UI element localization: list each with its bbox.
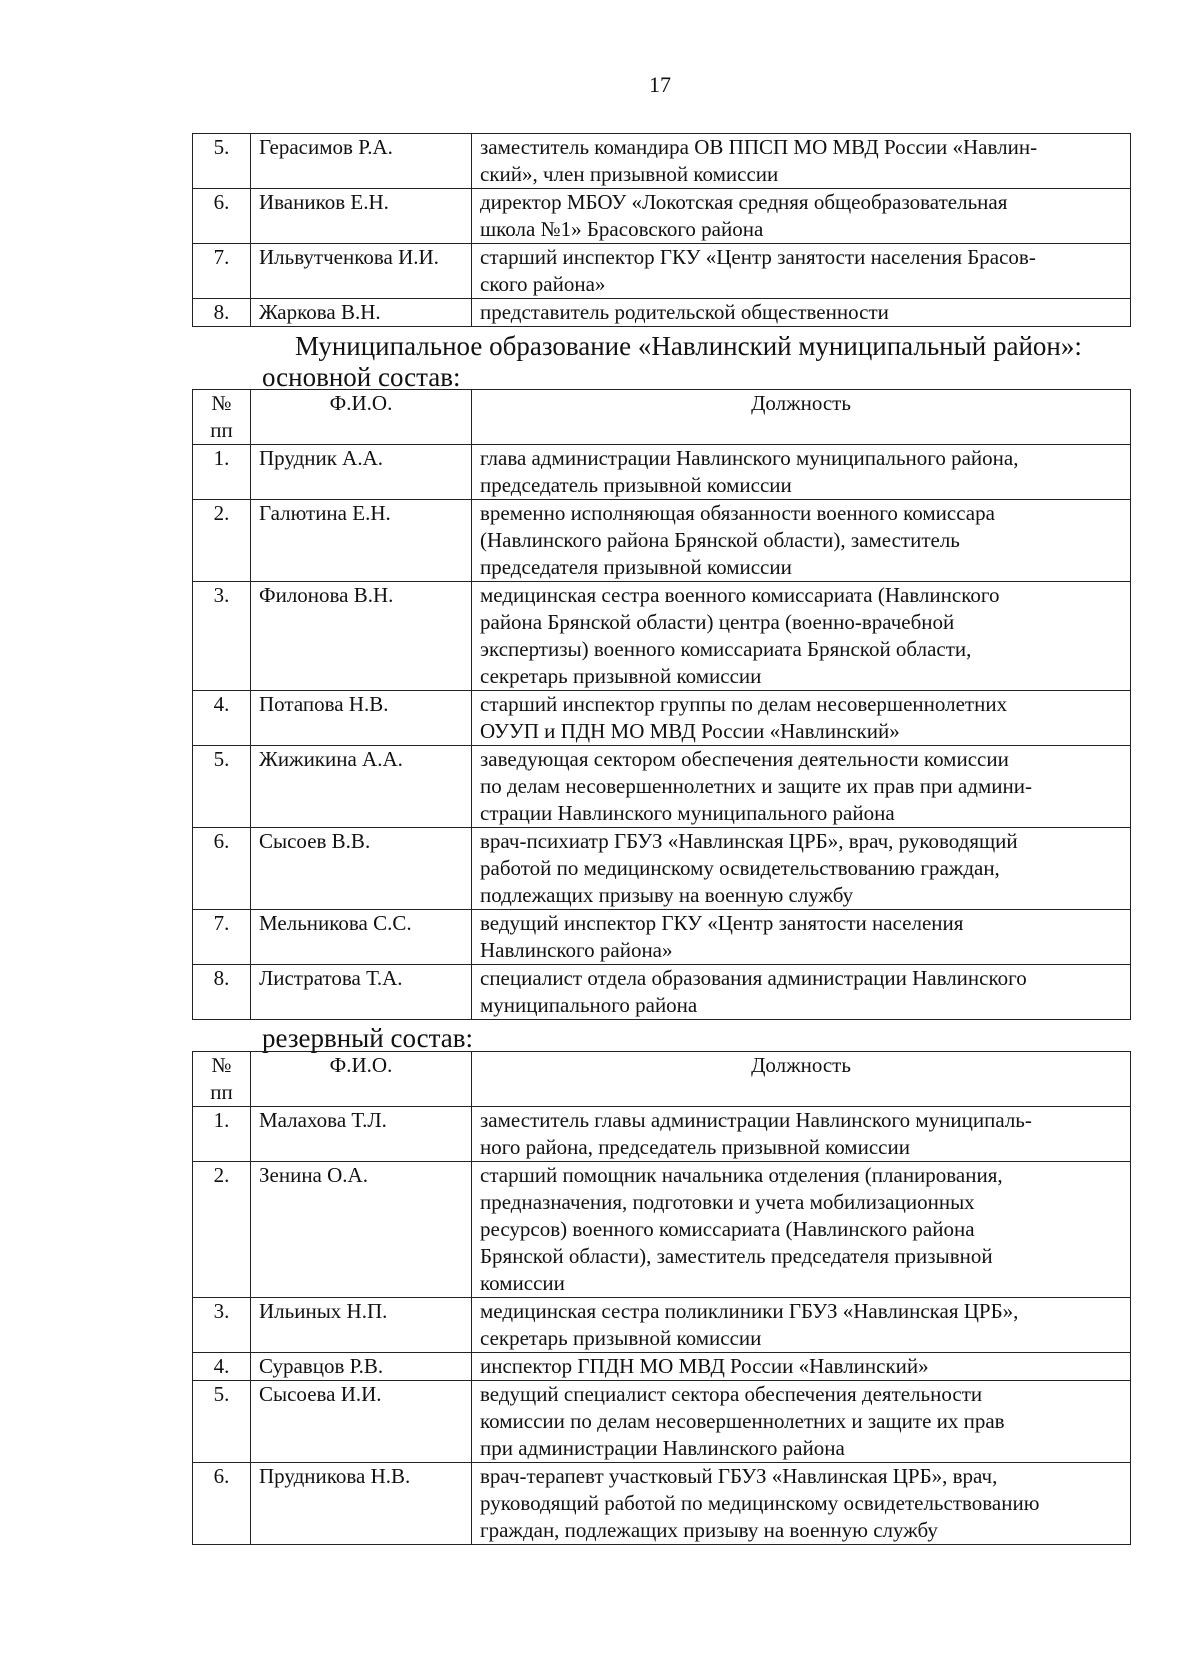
continued-table-body: [193, 134, 1131, 327]
table-row: [193, 299, 1131, 327]
row-number: 3.: [193, 582, 251, 691]
table-row: [193, 1298, 1131, 1353]
position-line: комиссии: [480, 1271, 565, 1295]
member-name: Малахова Т.Л.: [251, 1107, 472, 1162]
member-name: Ильиных Н.П.: [251, 1298, 472, 1353]
position-line: (Навлинского района Брянской области), заместитель: [480, 528, 960, 552]
position-line: ский», член призывной комиссии: [480, 162, 779, 186]
member-position: [472, 1353, 1131, 1381]
position-line: экспертизы) военного комиссариата Брянской области,: [480, 637, 972, 661]
continued-members-table: [192, 133, 1131, 327]
position-line: предназначения, подготовки и учета мобилизационных: [480, 1190, 975, 1214]
position-line: страции Навлинского муниципального района: [480, 801, 895, 825]
position-line: ОУУП и ПДН МО МВД России «Навлинский»: [480, 719, 900, 743]
member-name: Зенина О.А.: [251, 1162, 472, 1298]
section-title: Муниципальное образование «Навлинский муниципальный район»:: [295, 331, 1082, 361]
position-line: медицинская сестра военного комиссариата (Навлинского: [480, 583, 1000, 607]
member-position: [472, 1107, 1131, 1162]
position-line: директор МБОУ «Локотская средняя общеобразовательная: [480, 190, 1008, 214]
position-line: врач-психиатр ГБУЗ «Навлинская ЦРБ», врач, руководящий: [480, 829, 1018, 853]
row-number: 2.: [193, 1162, 251, 1298]
row-number: 6.: [193, 189, 251, 244]
position-line: руководящий работой по медицинскому освидетельствованию: [480, 1491, 1040, 1515]
member-name: Филонова В.Н.: [251, 582, 472, 691]
member-position: [472, 244, 1131, 299]
header-number: [193, 1052, 251, 1107]
reserve-composition-subtitle: резервный состав:: [262, 1023, 474, 1053]
table-row: [193, 244, 1131, 299]
row-number: 4.: [193, 1353, 251, 1381]
table-row: [193, 1463, 1131, 1545]
member-position: [472, 1162, 1131, 1298]
position-line: инспектор ГПДН МО МВД России «Навлинский»: [480, 1354, 929, 1378]
header-name: Ф.И.О.: [251, 390, 472, 445]
table-row: [193, 965, 1131, 1020]
table-header-row: [193, 1052, 1131, 1107]
member-position: [472, 189, 1131, 244]
member-position: [472, 299, 1131, 327]
table-row: [193, 134, 1131, 189]
position-line: глава администрации Навлинского муниципального района,: [480, 446, 1019, 470]
member-name: Герасимов Р.А.: [251, 134, 472, 189]
table-row: [193, 746, 1131, 828]
row-number: 8.: [193, 965, 251, 1020]
position-line: граждан, подлежащих призыву на военную службу: [480, 1518, 938, 1542]
main-composition-subtitle: основной состав:: [262, 362, 461, 392]
table-row: [193, 582, 1131, 691]
member-position: [472, 582, 1131, 691]
row-number: 4.: [193, 691, 251, 746]
member-position: [472, 691, 1131, 746]
member-name: Ильвутченкова И.И.: [251, 244, 472, 299]
position-line: ного района, председатель призывной комиссии: [480, 1135, 910, 1159]
member-position: [472, 746, 1131, 828]
reserve-table-body: [193, 1107, 1131, 1545]
member-position: [472, 828, 1131, 910]
position-line: Навлинского района»: [480, 938, 673, 962]
position-line: ресурсов) военного комиссариата (Навлинского района: [480, 1217, 975, 1241]
member-name: Жижикина А.А.: [251, 746, 472, 828]
position-line: секретарь призывной комиссии: [480, 1326, 762, 1350]
position-line: заместитель командира ОВ ППСП МО МВД России «Навлин-: [480, 135, 1038, 159]
row-number: 5.: [193, 134, 251, 189]
row-number: 5.: [193, 1381, 251, 1463]
position-line: работой по медицинскому освидетельствованию граждан,: [480, 856, 1000, 880]
position-line: по делам несовершеннолетних и защите их прав при админи-: [480, 774, 1032, 798]
member-name: Сысоев В.В.: [251, 828, 472, 910]
row-number: 2.: [193, 500, 251, 582]
row-number: 8.: [193, 299, 251, 327]
position-line: при администрации Навлинского района: [480, 1436, 845, 1460]
row-number: 6.: [193, 828, 251, 910]
member-name: Жаркова В.Н.: [251, 299, 472, 327]
member-name: Листратова Т.А.: [251, 965, 472, 1020]
position-line: заведующая сектором обеспечения деятельности комиссии: [480, 747, 1009, 771]
position-line: секретарь призывной комиссии: [480, 664, 762, 688]
table-row: [193, 1107, 1131, 1162]
row-number: 1.: [193, 1107, 251, 1162]
table-row: [193, 1353, 1131, 1381]
table-row: [193, 1381, 1131, 1463]
position-line: района Брянской области) центра (военно-врачебной: [480, 610, 955, 634]
member-name: Иваников Е.Н.: [251, 189, 472, 244]
member-name: Суравцов Р.В.: [251, 1353, 472, 1381]
position-line: подлежащих призыву на военную службу: [480, 883, 854, 907]
header-number-line-2: пп: [210, 1080, 233, 1104]
table-header-row: [193, 390, 1131, 445]
main-composition-table: [192, 389, 1131, 1020]
header-name: Ф.И.О.: [251, 1052, 472, 1107]
member-name: Сысоева И.И.: [251, 1381, 472, 1463]
main-table-body: [193, 445, 1131, 1020]
table-row: [193, 691, 1131, 746]
member-position: [472, 500, 1131, 582]
member-position: [472, 445, 1131, 500]
row-number: 3.: [193, 1298, 251, 1353]
member-position: [472, 910, 1131, 965]
position-line: комиссии по делам несовершеннолетних и защите их прав: [480, 1409, 1005, 1433]
position-line: муниципального района: [480, 993, 698, 1017]
table-row: [193, 1162, 1131, 1298]
header-number-line-2: пп: [210, 418, 233, 442]
table-row: [193, 910, 1131, 965]
table-row: [193, 189, 1131, 244]
position-line: представитель родительской общественности: [480, 300, 889, 324]
position-line: ведущий специалист сектора обеспечения деятельности: [480, 1382, 983, 1406]
position-line: старший инспектор группы по делам несовершеннолетних: [480, 692, 1008, 716]
position-line: старший помощник начальника отделения (планирования,: [480, 1163, 1003, 1187]
position-line: старший инспектор ГКУ «Центр занятости населения Брасов-: [480, 245, 1036, 269]
page-number: 17: [649, 72, 671, 97]
member-position: [472, 1463, 1131, 1545]
row-number: 6.: [193, 1463, 251, 1545]
position-line: временно исполняющая обязанности военного комиссара: [480, 501, 995, 525]
member-name: Прудник А.А.: [251, 445, 472, 500]
member-name: Мельникова С.С.: [251, 910, 472, 965]
position-line: председатель призывной комиссии: [480, 473, 792, 497]
header-number-line-1: №: [211, 391, 232, 415]
header-position: Должность: [472, 1052, 1131, 1107]
position-line: школа №1» Брасовского района: [480, 217, 764, 241]
row-number: 1.: [193, 445, 251, 500]
table-row: [193, 500, 1131, 582]
position-line: Брянской области), заместитель председателя призывной: [480, 1244, 993, 1268]
table-row: [193, 445, 1131, 500]
position-line: медицинская сестра поликлиники ГБУЗ «Навлинская ЦРБ»,: [480, 1299, 1019, 1323]
member-name: Прудникова Н.В.: [251, 1463, 472, 1545]
position-line: ведущий инспектор ГКУ «Центр занятости населения: [480, 911, 964, 935]
position-line: специалист отдела образования администрации Навлинского: [480, 966, 1027, 990]
position-line: заместитель главы администрации Навлинского муниципаль-: [480, 1108, 1032, 1132]
header-position: Должность: [472, 390, 1131, 445]
position-line: ского района»: [480, 272, 606, 296]
member-position: [472, 965, 1131, 1020]
row-number: 7.: [193, 910, 251, 965]
reserve-composition-table: [192, 1051, 1131, 1545]
position-line: врач-терапевт участковый ГБУЗ «Навлинская ЦРБ», врач,: [480, 1464, 998, 1488]
member-name: Галютина Е.Н.: [251, 500, 472, 582]
header-number-line-1: №: [211, 1053, 232, 1077]
position-line: председателя призывной комиссии: [480, 555, 792, 579]
header-number: [193, 390, 251, 445]
member-position: [472, 134, 1131, 189]
row-number: 7.: [193, 244, 251, 299]
member-name: Потапова Н.В.: [251, 691, 472, 746]
member-position: [472, 1298, 1131, 1353]
row-number: 5.: [193, 746, 251, 828]
table-row: [193, 828, 1131, 910]
member-position: [472, 1381, 1131, 1463]
